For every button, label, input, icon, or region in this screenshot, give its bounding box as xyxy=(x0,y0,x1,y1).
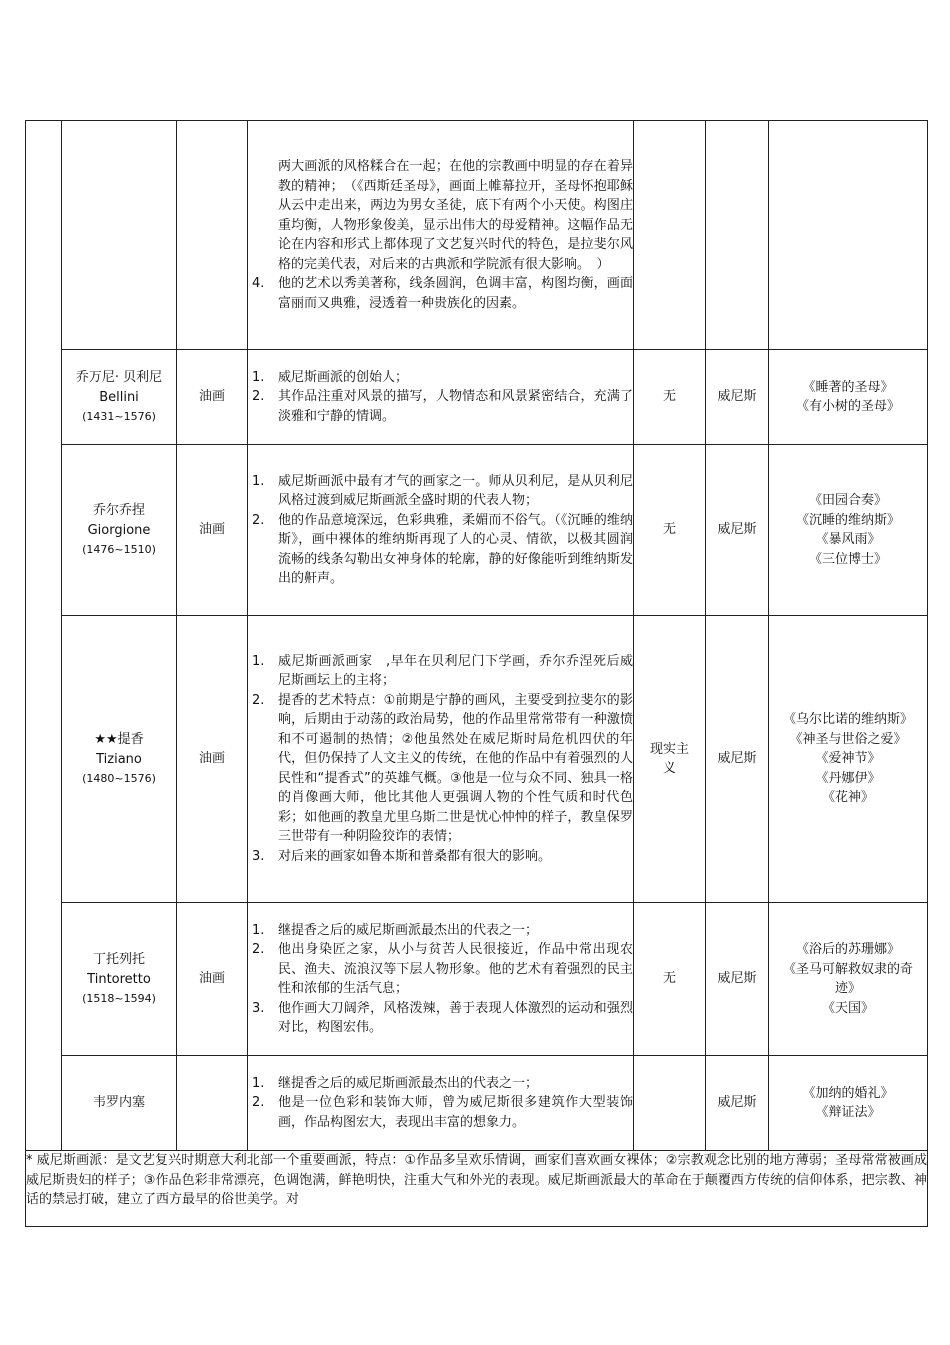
medium-cell xyxy=(177,1056,248,1151)
feature-item: 1. 威尼斯画派的创始人； xyxy=(252,369,409,385)
feature-item: 3. 对后来的画家如鲁本斯和普桑都有很大的影响。 xyxy=(252,848,552,864)
feature-item: 两大画派的风格糅合在一起；在他的宗教画中明显的存在着异教的精神； （《西斯廷圣母》，画面上帷幕拉开，圣母怀抱耶稣从云中走出来，两边为男女圣徒，底下有两个小天使。构图庄重均衡，人物形象俊美，显示出伟大的母爱精神。这幅作品无论在内容和形式上都体现了文艺复兴时代的特色，是拉斐尔风格的完美代表，对后来的古典派和学院派有很大影响。 ） xyxy=(278,159,633,272)
painter-years: (1476~1510) xyxy=(82,543,156,556)
painter-years: (1480~1576) xyxy=(82,772,156,785)
painter-en-name: Tiziano xyxy=(96,752,142,767)
table-row xyxy=(26,1056,928,1151)
work-title: 《天国》 xyxy=(821,1000,874,1016)
works-cell xyxy=(769,350,928,445)
painter-name-cell xyxy=(62,903,177,1056)
feature-item: 4. 他的艺术以秀美著称，线条圆润，色调丰富，构图均衡，画面富丽而又典雅，浸透着一种贵族化的因素。 xyxy=(252,276,633,311)
work-title: 《辩证法》 xyxy=(815,1105,881,1120)
works-cell xyxy=(769,1056,928,1151)
painters-table xyxy=(25,120,928,1227)
medium-cell: 油画 xyxy=(177,350,248,445)
feature-item: 2. 其作品注重对风景的描写，人物情态和风景紧密结合，充满了淡雅和宁静的情调。 xyxy=(252,389,633,424)
work-title: 《圣马可解救奴隶的奇迹》 xyxy=(782,961,913,996)
venetian-school-note: * 威尼斯画派：是文艺复兴时期意大利北部一个重要画派，特点：①作品多呈欢乐情调，画家们喜欢画女裸体；②宗教观念比别的地方薄弱；圣母常常被画成威尼斯贵妇的样子；③作品色彩非常漂亮，色调饱满，鲜艳明快，注重大气和外光的表现。威尼斯画派最大的革命在于颠覆西方传统的信仰体系，把宗教、神话的禁忌打破，建立了西方最早的俗世美学。对 xyxy=(26,1151,928,1227)
note-row xyxy=(26,1151,928,1227)
style-cell: 无 xyxy=(634,445,706,616)
works-cell xyxy=(769,121,928,350)
feature-item: 1. 继提香之后的威尼斯画派最杰出的代表之一； xyxy=(252,1075,539,1091)
medium-cell: 油画 xyxy=(177,903,248,1056)
work-title: 《浴后的苏珊娜》 xyxy=(795,942,900,957)
feature-item: 2. 他是一位色彩和装饰大师，曾为威尼斯很多建筑作大型装饰画，作品构图宏大，表现出丰富的想象力。 xyxy=(252,1095,633,1130)
school-cell: 威尼斯 xyxy=(706,445,769,616)
medium-cell xyxy=(177,121,248,350)
school-cell: 威尼斯 xyxy=(706,903,769,1056)
painter-name: 乔尔乔捏 xyxy=(92,503,145,518)
painter-name-cell xyxy=(62,121,177,350)
painter-name-cell xyxy=(62,616,177,903)
painter-en-name: Tintoretto xyxy=(87,972,151,987)
feature-item: 3. 他作画大刀阔斧，风格泼辣，善于表现人体激烈的运动和强烈对比，构图宏伟。 xyxy=(252,1000,633,1035)
work-title: 《三位博士》 xyxy=(808,551,887,567)
school-cell: 威尼斯 xyxy=(706,350,769,445)
features-cell xyxy=(248,616,634,903)
style-text: 现实主义 xyxy=(649,741,689,776)
painter-years: (1431~1576) xyxy=(82,410,156,423)
style-cell: 无 xyxy=(634,350,706,445)
table-row xyxy=(26,903,928,1056)
medium-cell: 油画 xyxy=(177,616,248,903)
work-title: 《有小树的圣母》 xyxy=(795,399,900,414)
work-title: 《神圣与世俗之爱》 xyxy=(789,731,907,747)
painter-name: ★★提香 xyxy=(94,732,144,747)
table-row xyxy=(26,445,928,616)
work-title: 《爱神节》 xyxy=(815,751,881,767)
work-title: 《花神》 xyxy=(821,790,874,806)
work-title: 《丹娜伊》 xyxy=(815,770,881,786)
style-cell xyxy=(634,121,706,350)
features-cell xyxy=(248,121,634,350)
works-cell xyxy=(769,616,928,903)
work-title: 《田园合奏》 xyxy=(808,493,887,508)
feature-item: 1. 威尼斯画派画家 ,早年在贝利尼门下学画，乔尔乔涅死后威尼斯画坛上的主将； xyxy=(252,653,633,689)
works-cell xyxy=(769,445,928,616)
features-cell xyxy=(248,350,634,445)
school-cell: 威尼斯 xyxy=(706,1056,769,1151)
features-cell xyxy=(248,1056,634,1151)
work-title: 《乌尔比诺的维纳斯》 xyxy=(783,712,914,728)
features-cell xyxy=(248,445,634,616)
work-title: 《沉睡的维纳斯》 xyxy=(795,512,900,528)
painter-name-cell xyxy=(62,350,177,445)
feature-item: 1. 威尼斯画派中最有才气的画家之一。师从贝利尼，是从贝利尼风格过渡到威尼斯画派全盛时期的代表人物； xyxy=(252,473,633,508)
school-cell xyxy=(706,121,769,350)
school-cell: 威尼斯 xyxy=(706,616,769,903)
style-cell: 无 xyxy=(634,903,706,1056)
features-cell xyxy=(248,903,634,1056)
table-row xyxy=(26,121,928,350)
painter-en-name: Giorgione xyxy=(87,523,151,538)
painter-name: 韦罗内塞 xyxy=(92,1095,145,1110)
feature-item: 2. 他出身染匠之家，从小与贫苦人民很接近，作品中常出现农民、渔夫、流浪汉等下层人物形象。他的艺术有着强烈的民主性和浓郁的生活气息； xyxy=(252,942,633,996)
painter-name: 丁托列托 xyxy=(92,952,145,967)
painter-en-name: Bellini xyxy=(99,390,139,405)
style-cell xyxy=(634,1056,706,1151)
painter-name-cell xyxy=(62,445,177,616)
works-cell xyxy=(769,903,928,1056)
work-title: 《睡著的圣母》 xyxy=(802,379,894,395)
style-cell xyxy=(634,616,706,903)
painter-years: (1518~1594) xyxy=(82,992,156,1005)
left-margin-cell xyxy=(26,121,62,1151)
work-title: 《加纳的婚礼》 xyxy=(802,1085,894,1101)
feature-item: 2. 他的作品意境深远，色彩典雅，柔媚而不俗气。（《沉睡的维纳斯》，画中裸体的维纳斯再现了人的心灵、情欲，以极其圆润流畅的线条勾勒出女神身体的轮廓，静的好像能听到维纳斯发出的鼾声。 xyxy=(252,512,633,586)
table-row xyxy=(26,350,928,445)
painter-name-cell xyxy=(62,1056,177,1151)
painter-name: 乔万尼· 贝利尼 xyxy=(75,370,163,385)
medium-cell: 油画 xyxy=(177,445,248,616)
feature-item: 1. 继提香之后的威尼斯画派最杰出的代表之一； xyxy=(252,922,539,938)
table-row xyxy=(26,616,928,903)
work-title: 《暴风雨》 xyxy=(815,532,881,547)
feature-item: 2. 提香的艺术特点：①前期是宁静的画风，主要受到拉斐尔的影响，后期由于动荡的政治局势，他的作品里常常带有一种激愤和不可遏制的热情；②他虽然处在威尼斯时局危机四伏的年代，但仍保持了人文主义的传统，在他的作品中有着强烈的人民性和“提香式”的英雄气概。③他是一位与众不同、独具一格的肖像画大师，他比其他人更强调人物的个性气质和时代色彩；如他画的教皇尤里乌斯二世是忧心忡忡的样子，教皇保罗三世带有一种阴险狡诈的表情； xyxy=(252,692,633,845)
